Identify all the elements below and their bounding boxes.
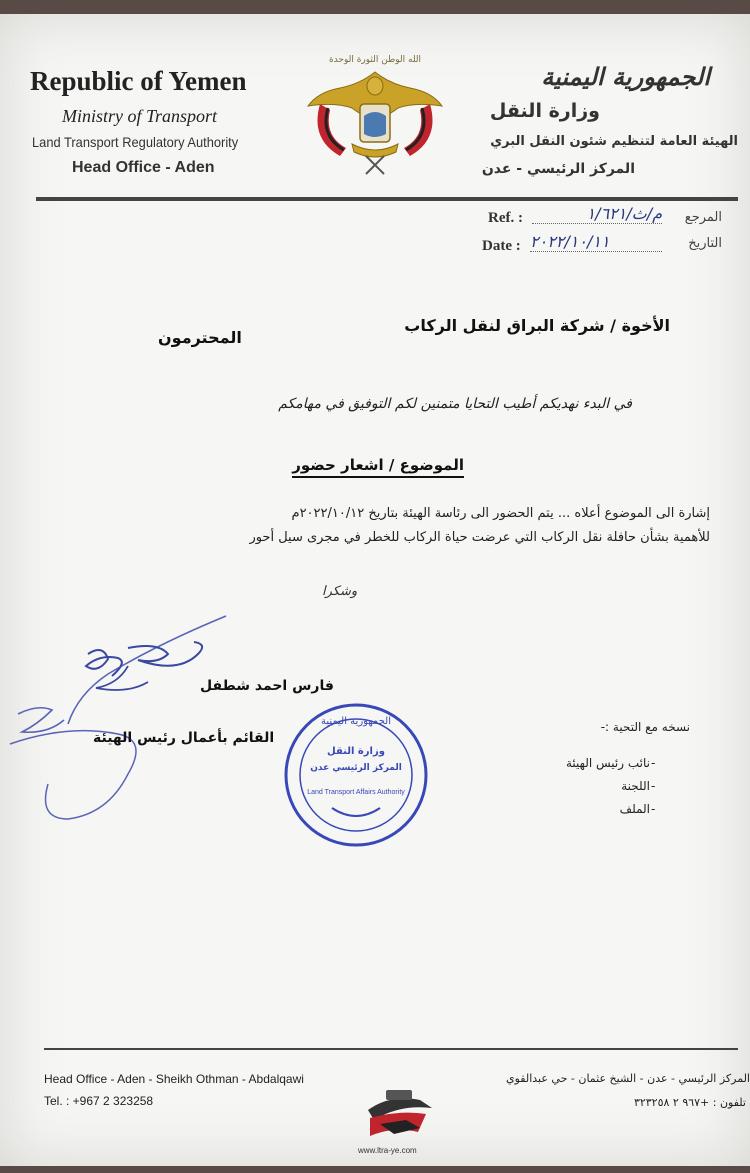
copy-item: اللجنة [621, 779, 650, 793]
footer-ar-tel: تلفون : +٩٦٧ ٢ ٣٢٣٢٥٨ [633, 1096, 746, 1109]
copy-dash: - [651, 756, 656, 770]
date-value: ٢٠٢٢/١٠/١١ [530, 232, 662, 252]
date-label: Date : [482, 238, 521, 254]
date-label-ar: التاريخ [688, 236, 722, 251]
header-ar-ministry: وزارة النقل [489, 100, 600, 122]
footer-website: www.ltra-ye.com [358, 1146, 417, 1155]
footer-ar-address: المركز الرئيسي - عدن - الشيخ عثمان - حي عبدالقوي [506, 1072, 750, 1085]
stamp-line-2: المركز الرئيسي عدن [310, 763, 402, 773]
stamp-line-1: وزارة النقل [327, 746, 385, 757]
header-en-office: Head Office - Aden [72, 159, 215, 176]
ref-label-ar: المرجع [684, 210, 722, 225]
signer-name: فارس احمد شطفل [200, 678, 334, 694]
official-stamp [282, 702, 430, 848]
header-divider [36, 197, 738, 201]
footer-en-tel: Tel. : +967 2 323258 [44, 1094, 154, 1108]
header-ar-office: المركز الرئيسي - عدن [481, 161, 635, 177]
signature-icon [8, 614, 248, 824]
header-en-ministry: Ministry of Transport [62, 106, 218, 126]
body-line-1: إشارة الى الموضوع أعلاه ... يتم الحضور الى رئاسة الهيئة بتاريخ ٢٠٢٢/١٠/١٢م [291, 506, 710, 521]
header-ar-government: الجمهورية اليمنية [541, 62, 710, 91]
body-line-2: للأهمية بشأن حافلة نقل الركاب التي عرضت حياة الركاب للخطر في مجرى سيل أحور [249, 530, 710, 545]
addressee: الأخوة / شركة البراق لنقل الركاب [404, 316, 670, 335]
ref-label: Ref. : [488, 210, 523, 226]
header-en-authority: Land Transport Regulatory Authority [32, 134, 239, 150]
subject: الموضوع / اشعار حضور [292, 456, 464, 478]
header-en-title: Republic of Yemen [30, 66, 247, 96]
copies-heading: نسخه مع التحية :- [600, 720, 690, 734]
header-ar-authority: الهيئة العامة لتنظيم شئون النقل البري [490, 134, 738, 149]
copy-dash: - [651, 802, 656, 816]
copy-dash: - [651, 779, 656, 793]
footer-en-address: Head Office - Aden - Sheikh Othman - Abdalqawi [44, 1072, 304, 1086]
stamp-en-text: Land Transport Affairs Authority [307, 789, 405, 796]
emblem-inscription: الله الوطن الثورة الوحدة [328, 55, 422, 65]
signer-title: القائم بأعمال رئيس الهيئة [93, 730, 275, 746]
copy-item: الملف [619, 802, 650, 816]
yemen-emblem-icon [300, 44, 450, 184]
honorific: المحترمون [158, 328, 242, 347]
greeting: في البدء نهديكم أطيب التحايا متمنين لكم التوفيق في مهامكم [278, 396, 632, 412]
ref-value: م/ث/١/٦٢١ [532, 204, 662, 224]
footer-divider [44, 1048, 738, 1050]
copy-item: نائب رئيس الهيئة [566, 756, 650, 770]
authority-logo-icon [360, 1080, 440, 1144]
stamp-top-text: الجمهورية اليمنية [320, 716, 392, 727]
thanks: وشكرا [322, 584, 358, 599]
letter-page [0, 14, 750, 1166]
